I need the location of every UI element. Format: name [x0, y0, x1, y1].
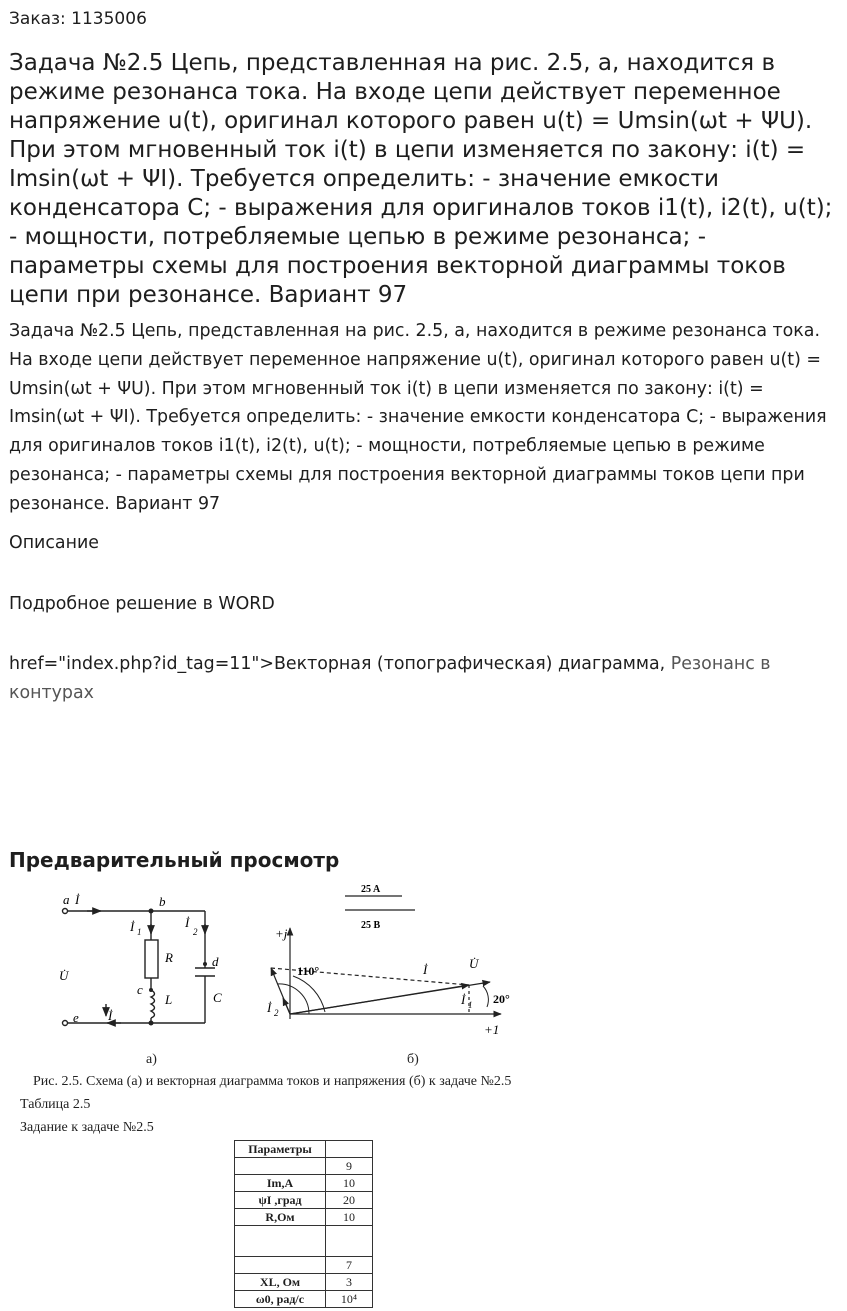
node-b-dot	[149, 909, 154, 914]
table-cell-param: R,Ом	[235, 1209, 326, 1226]
table-cell-param: XL, Ом	[235, 1274, 326, 1291]
tag-prefix-text: href="index.php?id_tag=11">Векторная (топографическая) диаграмма,	[9, 654, 671, 674]
label-scale-voltage: 25 B	[361, 920, 381, 931]
table-cell-param	[235, 1158, 326, 1175]
label-capacitor: C	[213, 990, 222, 1005]
label-diagram-current2: İ	[267, 1000, 272, 1015]
description-text: Подробное решение в WORD	[9, 594, 275, 614]
label-branch2-sub: 2	[193, 927, 198, 937]
table-cell-value: 20	[326, 1192, 373, 1209]
table-cell-value	[326, 1226, 373, 1257]
tags-line	[9, 650, 841, 708]
label-real-axis: +1	[484, 1022, 500, 1037]
table-cell-param	[235, 1257, 326, 1274]
node-d-dot	[203, 962, 207, 966]
parameters-table	[234, 1140, 373, 1308]
label-diagram-current1-sub: 1	[468, 1000, 473, 1010]
label-resistor: R	[165, 950, 173, 965]
table-cell-param: Im,A	[235, 1175, 326, 1192]
table-row	[235, 1175, 373, 1192]
table-cell-value: 10	[326, 1175, 373, 1192]
table-row	[235, 1291, 373, 1308]
label-diagram-current1: İ	[461, 992, 466, 1007]
table-row	[235, 1226, 373, 1257]
label-branch2-current: İ	[185, 915, 190, 930]
table-cell-value: 9	[326, 1158, 373, 1175]
table-row	[235, 1257, 373, 1274]
label-return-current: İ	[108, 1008, 113, 1023]
figure-caption: Рис. 2.5. Схема (а) и векторная диаграмма токов и напряжения (б) к задаче №2.5	[33, 1074, 512, 1089]
label-branch1-current: İ	[130, 919, 135, 934]
label-inductor: L	[165, 992, 173, 1007]
table-cell-param: Параметры	[235, 1141, 326, 1158]
table-row	[235, 1209, 373, 1226]
label-imag-axis: +j	[275, 926, 288, 941]
label-diagram-current2-sub: 2	[274, 1008, 279, 1018]
vector-diagram	[271, 896, 501, 1019]
label-angle-20: 20°	[493, 992, 510, 1006]
table-label: Таблица 2.5	[20, 1097, 91, 1112]
tag-link-resonance[interactable]: Резонанс в контурах	[9, 654, 771, 703]
label-input-current: İ	[75, 892, 80, 907]
table-cell-param: ψI ,град	[235, 1192, 326, 1209]
label-node-a: a	[63, 892, 70, 907]
preview-heading: Предварительный просмотр	[9, 848, 340, 872]
table-cell-value: 7	[326, 1257, 373, 1274]
label-diagram-voltage: U̇	[469, 956, 479, 971]
table-cell-value	[326, 1141, 373, 1158]
label-voltage: U̇	[59, 968, 69, 983]
table-cell-value: 3	[326, 1274, 373, 1291]
order-number: Заказ: 1135006	[9, 9, 147, 29]
table-cell-value: 10⁴	[326, 1291, 373, 1308]
description-heading: Описание	[9, 533, 99, 553]
node-bottom-dot	[149, 1021, 154, 1026]
page-title: Задача №2.5 Цепь, представленная на рис. 2.5, а, находится в режиме резонанса тока. На входе цепи действует переменное напряжение u(t), оригинал которого равен u(t) = Umsin(ωt + ΨU). При этом мгновенный ток i(t) в цепи изменяется по закону: i(t) = Imsin(ωt + ΨI). Требуется определить: - значение емкости конденсатора С; - выражения для оригиналов токов i1(t), i2(t), u(t); - мощности, потребляемые цепью в режиме резонанса; - параметры схемы для построения векторной диаграммы токов цепи при резонансе. Вариант 97	[9, 50, 833, 308]
table-row	[235, 1274, 373, 1291]
table-cell-param	[235, 1226, 326, 1257]
label-branch1-sub: 1	[137, 927, 142, 937]
task-text: Задача №2.5 Цепь, представленная на рис. 2.5, а, находится в режиме резонанса тока. На входе цепи действует переменное напряжение u(t), оригинал которого равен u(t) = Umsin(ωt + ΨU). При этом мгновенный ток i(t) в цепи изменяется по закону: i(t) = Imsin(ωt + ΨI). Требуется определить: - значение емкости конденсатора С; - выражения для оригиналов токов i1(t), i2(t), u(t); - мощности, потребляемые цепью в режиме резонанса; - параметры схемы для построения векторной диаграммы токов цепи при резонансе. Вариант 97	[9, 321, 827, 514]
subfig-b-label: б)	[407, 1052, 419, 1067]
label-node-e: e	[73, 1010, 79, 1025]
table-cell-value: 10	[326, 1209, 373, 1226]
table-cell-param: ω0, рад/с	[235, 1291, 326, 1308]
preview-image	[9, 880, 649, 1311]
table-title: Задание к задаче №2.5	[20, 1120, 154, 1135]
subfig-a-label: а)	[146, 1052, 157, 1067]
label-node-c: c	[137, 982, 143, 997]
label-node-d: d	[212, 954, 219, 969]
label-diagram-current: İ	[423, 962, 428, 977]
label-angle-110: 110°	[297, 964, 320, 978]
table-row	[235, 1141, 373, 1158]
node-c-dot	[149, 988, 153, 992]
table-row	[235, 1158, 373, 1175]
label-scale-current: 25 A	[361, 884, 381, 895]
label-node-b: b	[159, 894, 166, 909]
table-row	[235, 1192, 373, 1209]
